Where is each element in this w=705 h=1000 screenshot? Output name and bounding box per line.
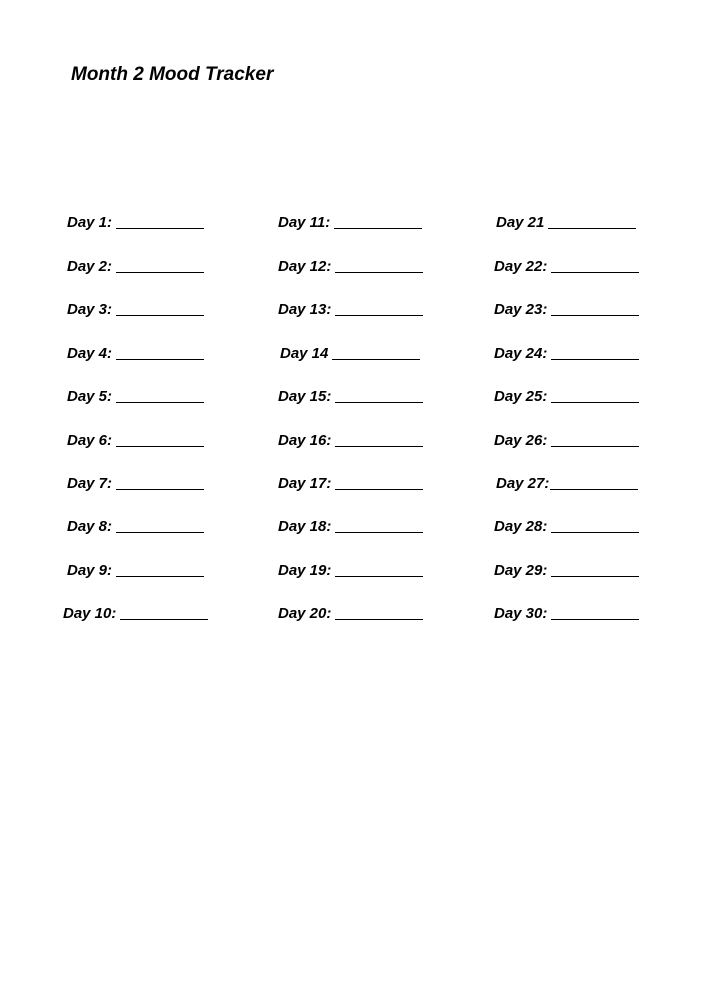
day-answer-line[interactable] xyxy=(116,576,204,577)
day-label: Day 13: xyxy=(278,301,332,318)
day-entry[interactable] xyxy=(494,432,639,450)
day-answer-line[interactable] xyxy=(335,619,423,620)
day-entry[interactable] xyxy=(67,301,204,319)
day-entry[interactable] xyxy=(63,605,208,623)
day-entry[interactable] xyxy=(496,214,636,232)
day-label: Day 5: xyxy=(67,388,113,405)
page-title: Month 2 Mood Tracker xyxy=(71,64,274,85)
day-label: Day 10: xyxy=(63,605,117,622)
day-label: Day 11: xyxy=(278,214,331,231)
day-label: Day 19: xyxy=(278,562,332,579)
day-entry[interactable] xyxy=(278,214,422,232)
day-entry[interactable] xyxy=(67,518,204,536)
day-entry[interactable] xyxy=(67,214,204,232)
day-answer-line[interactable] xyxy=(116,532,204,533)
day-entry[interactable] xyxy=(496,475,638,493)
day-label: Day 16: xyxy=(278,432,332,449)
day-entry[interactable] xyxy=(67,345,204,363)
day-entry[interactable] xyxy=(494,388,639,406)
day-answer-line[interactable] xyxy=(548,228,636,229)
day-label: Day 2: xyxy=(67,258,113,275)
day-label: Day 24: xyxy=(494,345,548,362)
day-entry[interactable] xyxy=(67,432,204,450)
day-answer-line[interactable] xyxy=(116,489,204,490)
day-answer-line[interactable] xyxy=(335,402,423,403)
day-label: Day 1: xyxy=(67,214,113,231)
day-answer-line[interactable] xyxy=(116,315,204,316)
day-answer-line[interactable] xyxy=(335,272,423,273)
day-answer-line[interactable] xyxy=(551,402,639,403)
day-label: Day 8: xyxy=(67,518,113,535)
day-label: Day 3: xyxy=(67,301,113,318)
day-answer-line[interactable] xyxy=(551,532,639,533)
day-answer-line[interactable] xyxy=(332,359,420,360)
day-entry[interactable] xyxy=(494,605,639,623)
day-label: Day 7: xyxy=(67,475,113,492)
day-answer-line[interactable] xyxy=(551,446,639,447)
day-answer-line[interactable] xyxy=(550,489,638,490)
day-label: Day 17: xyxy=(278,475,332,492)
day-answer-line[interactable] xyxy=(335,576,423,577)
day-label: Day 23: xyxy=(494,301,548,318)
day-label: Day 9: xyxy=(67,562,113,579)
day-label: Day 25: xyxy=(494,388,548,405)
day-label: Day 29: xyxy=(494,562,548,579)
day-answer-line[interactable] xyxy=(116,272,204,273)
day-entry[interactable] xyxy=(494,562,639,580)
day-answer-line[interactable] xyxy=(116,228,204,229)
day-label: Day 4: xyxy=(67,345,113,362)
day-label: Day 12: xyxy=(278,258,332,275)
day-entry[interactable] xyxy=(278,258,423,276)
day-entry[interactable] xyxy=(278,475,423,493)
day-label: Day 22: xyxy=(494,258,548,275)
day-entry[interactable] xyxy=(280,345,420,363)
day-entry[interactable] xyxy=(67,562,204,580)
day-label: Day 30: xyxy=(494,605,548,622)
day-entry[interactable] xyxy=(278,301,423,319)
day-entry[interactable] xyxy=(278,388,423,406)
day-answer-line[interactable] xyxy=(335,446,423,447)
day-entry[interactable] xyxy=(278,605,423,623)
day-answer-line[interactable] xyxy=(551,272,639,273)
day-entry[interactable] xyxy=(67,475,204,493)
day-answer-line[interactable] xyxy=(335,489,423,490)
day-entry[interactable] xyxy=(494,301,639,319)
day-entry[interactable] xyxy=(278,562,423,580)
day-label: Day 26: xyxy=(494,432,548,449)
day-label: Day 21 xyxy=(496,214,545,231)
day-answer-line[interactable] xyxy=(116,402,204,403)
day-entry[interactable] xyxy=(67,388,204,406)
day-entry[interactable] xyxy=(278,518,423,536)
day-label: Day 15: xyxy=(278,388,332,405)
day-entry[interactable] xyxy=(494,345,639,363)
day-label: Day 28: xyxy=(494,518,548,535)
day-answer-line[interactable] xyxy=(120,619,208,620)
day-label: Day 14 xyxy=(280,345,329,362)
day-label: Day 20: xyxy=(278,605,332,622)
day-answer-line[interactable] xyxy=(116,359,204,360)
day-label: Day 18: xyxy=(278,518,332,535)
day-label: Day 27: xyxy=(496,475,550,492)
day-entry[interactable] xyxy=(67,258,204,276)
day-answer-line[interactable] xyxy=(551,315,639,316)
day-answer-line[interactable] xyxy=(334,228,422,229)
day-answer-line[interactable] xyxy=(335,532,423,533)
day-entry[interactable] xyxy=(494,518,639,536)
day-answer-line[interactable] xyxy=(551,619,639,620)
day-answer-line[interactable] xyxy=(335,315,423,316)
day-entry[interactable] xyxy=(278,432,423,450)
day-label: Day 6: xyxy=(67,432,113,449)
day-answer-line[interactable] xyxy=(551,576,639,577)
day-answer-line[interactable] xyxy=(116,446,204,447)
day-entry[interactable] xyxy=(494,258,639,276)
day-answer-line[interactable] xyxy=(551,359,639,360)
